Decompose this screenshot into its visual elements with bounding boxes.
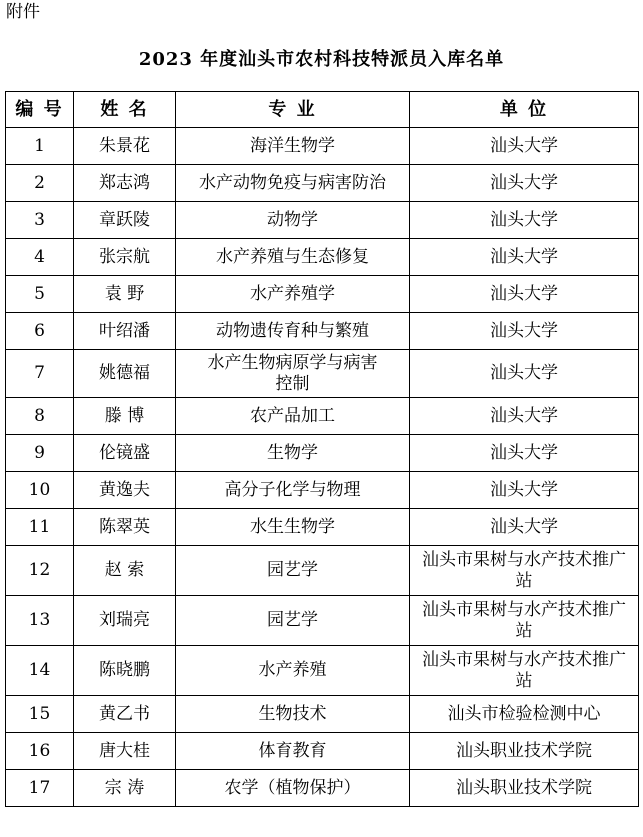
cell-number: 16 xyxy=(6,733,74,770)
table-row xyxy=(6,646,639,696)
cell-name: 叶绍潘 xyxy=(74,313,176,350)
table-row xyxy=(6,128,639,165)
cell-number: 15 xyxy=(6,696,74,733)
cell-unit xyxy=(410,546,639,596)
cell-major: 水产养殖 xyxy=(176,646,410,696)
cell-name: 赵 索 xyxy=(74,546,176,596)
cell-unit: 汕头职业技术学院 xyxy=(410,770,639,807)
cell-unit: 汕头大学 xyxy=(410,239,639,276)
table-row xyxy=(6,398,639,435)
table-row xyxy=(6,350,639,398)
cell-number: 10 xyxy=(6,472,74,509)
cell-number: 9 xyxy=(6,435,74,472)
table-row xyxy=(6,239,639,276)
cell-name: 袁 野 xyxy=(74,276,176,313)
cell-major: 水生生物学 xyxy=(176,509,410,546)
table-row xyxy=(6,546,639,596)
cell-major: 体育教育 xyxy=(176,733,410,770)
table-row xyxy=(6,596,639,646)
cell-unit-text: 汕头市果树与水产技术推广站 xyxy=(422,599,626,641)
cell-number: 6 xyxy=(6,313,74,350)
table-row xyxy=(6,733,639,770)
cell-number: 4 xyxy=(6,239,74,276)
cell-major: 生物技术 xyxy=(176,696,410,733)
header-major: 专 业 xyxy=(176,92,410,128)
roster-table xyxy=(5,91,639,807)
cell-major: 农产品加工 xyxy=(176,398,410,435)
cell-name: 滕 博 xyxy=(74,398,176,435)
cell-major: 水产动物免疫与病害防治 xyxy=(176,165,410,202)
cell-name: 黄乙书 xyxy=(74,696,176,733)
cell-unit: 汕头大学 xyxy=(410,276,639,313)
cell-name: 刘瑞亮 xyxy=(74,596,176,646)
cell-number: 17 xyxy=(6,770,74,807)
cell-unit: 汕头大学 xyxy=(410,202,639,239)
table-row xyxy=(6,472,639,509)
cell-major: 园艺学 xyxy=(176,596,410,646)
cell-name: 唐大桂 xyxy=(74,733,176,770)
header-name: 姓 名 xyxy=(74,92,176,128)
cell-unit: 汕头职业技术学院 xyxy=(410,733,639,770)
cell-name: 伦镜盛 xyxy=(74,435,176,472)
cell-major: 水产养殖与生态修复 xyxy=(176,239,410,276)
cell-name: 朱景花 xyxy=(74,128,176,165)
table-row xyxy=(6,202,639,239)
cell-unit: 汕头大学 xyxy=(410,472,639,509)
header-number: 编 号 xyxy=(6,92,74,128)
cell-major: 生物学 xyxy=(176,435,410,472)
cell-major: 农学（植物保护） xyxy=(176,770,410,807)
cell-number: 14 xyxy=(6,646,74,696)
cell-unit: 汕头大学 xyxy=(410,509,639,546)
cell-major: 园艺学 xyxy=(176,546,410,596)
table-row xyxy=(6,165,639,202)
cell-unit: 汕头大学 xyxy=(410,350,639,398)
attachment-label: 附件 xyxy=(6,2,40,22)
cell-number: 5 xyxy=(6,276,74,313)
cell-unit: 汕头大学 xyxy=(410,165,639,202)
cell-number: 11 xyxy=(6,509,74,546)
cell-unit xyxy=(410,596,639,646)
cell-unit: 汕头大学 xyxy=(410,435,639,472)
table-row xyxy=(6,313,639,350)
cell-number: 8 xyxy=(6,398,74,435)
cell-major: 动物学 xyxy=(176,202,410,239)
cell-number: 13 xyxy=(6,596,74,646)
cell-name: 张宗航 xyxy=(74,239,176,276)
cell-unit: 汕头大学 xyxy=(410,313,639,350)
cell-unit-text: 汕头市果树与水产技术推广站 xyxy=(422,649,626,691)
cell-major: 海洋生物学 xyxy=(176,128,410,165)
cell-major: 水产养殖学 xyxy=(176,276,410,313)
cell-name: 章跃陵 xyxy=(74,202,176,239)
cell-number: 1 xyxy=(6,128,74,165)
cell-unit: 汕头市检验检测中心 xyxy=(410,696,639,733)
table-header-row xyxy=(6,92,639,128)
cell-name: 陈翠英 xyxy=(74,509,176,546)
cell-name: 宗 涛 xyxy=(74,770,176,807)
document-title: 2023 年度汕头市农村科技特派员入库名单 xyxy=(138,49,505,70)
table-row xyxy=(6,276,639,313)
table-row xyxy=(6,509,639,546)
cell-number: 2 xyxy=(6,165,74,202)
cell-name: 黄逸夫 xyxy=(74,472,176,509)
cell-name: 姚德福 xyxy=(74,350,176,398)
cell-major-text: 水产生物病原学与病害控制 xyxy=(207,352,378,394)
cell-major: 高分子化学与物理 xyxy=(176,472,410,509)
cell-unit xyxy=(410,646,639,696)
header-unit: 单 位 xyxy=(410,92,639,128)
table-row xyxy=(6,435,639,472)
cell-number: 12 xyxy=(6,546,74,596)
cell-name: 陈晓鹏 xyxy=(74,646,176,696)
cell-unit: 汕头大学 xyxy=(410,128,639,165)
cell-unit-text: 汕头市果树与水产技术推广站 xyxy=(422,549,626,591)
cell-name: 郑志鸿 xyxy=(74,165,176,202)
table-row xyxy=(6,696,639,733)
cell-unit: 汕头大学 xyxy=(410,398,639,435)
cell-major xyxy=(176,350,410,398)
cell-major: 动物遗传育种与繁殖 xyxy=(176,313,410,350)
cell-number: 7 xyxy=(6,350,74,398)
table-row xyxy=(6,770,639,807)
cell-number: 3 xyxy=(6,202,74,239)
